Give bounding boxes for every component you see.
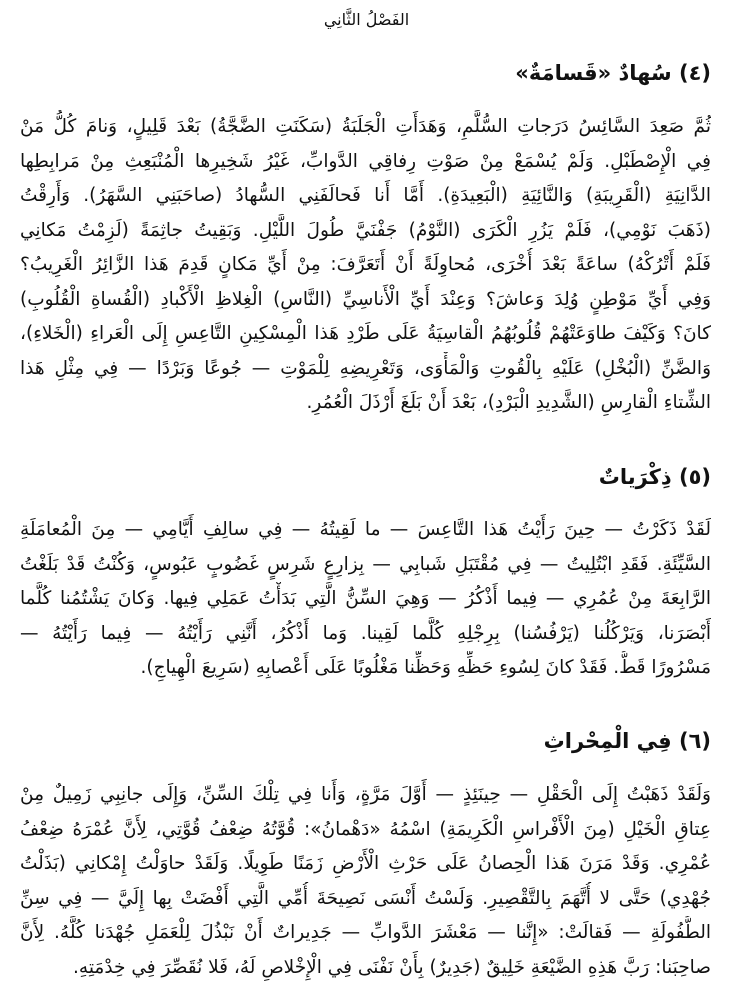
text-line: عِتاقِ الْخَيْلِ (مِنَ الْأَفْراسِ الْكَرِيمَةِ) اسْمُهُ «دَهْمانُ»: قُوَّتُهُ ضِعْفُ قُوَّتِي، لِأَنَّ عُمْرَهُ ضِعْفُ	[20, 818, 711, 840]
text-line: الرَّابِعَةَ مِنْ عُمُرِي — فِيما أَذْكُرُ — وَهِيَ السِّنُّ الَّتِي بَدَأْتُ عَمَلِي فِيها. وَكانَ يَشْتُمُنا كُلَّما	[20, 588, 711, 609]
section-6-heading: (٦) فِي الْمِحْراثِ	[543, 729, 711, 753]
text-line: ثُمَّ صَعِدَ السَّائِسُ دَرَجاتِ السُّلَّمِ، وَهَدَأَتِ الْجَلَبَةُ (سَكَنَتِ الضَّجَّةُ) بَعْدَ قَلِيلٍ، وَنامَ كُلُّ مَنْ	[20, 116, 711, 137]
text-line: مَسْرُورًا قَطُّ. فَقَدْ كانَ لِسُوءِ حَظِّهِ وَحَظِّنا مَغْلُوبًا عَلَى أَعْصابِهِ (سَرِيعَ الْهِياجِ).	[140, 657, 711, 678]
text-line: جُهْدِي) حَتَّى لا أُتَّهَمَ بِالتَّقْصِيرِ. وَلَسْتُ أَنْسَى نَصِيحَةَ أُمِّي الَّتِي أَفْضَتْ بِها إِلَيَّ — فِي سِنِّ	[20, 887, 711, 909]
text-line: وَالضَّنِّ (الْبُخْلِ) عَلَيْهِ بِالْقُوتِ وَالْمَأْوَى، وَتَعْرِيضِهِ لِلْمَوْتِ — جُوعًا وَبَرْدًا — فِي مِثْلِ هَذا	[20, 357, 711, 379]
text-line: الطُّفُولَةِ — فَقالَتْ: «إِنَّنا — مَعْشَرَ الدَّوابِّ — جَدِيراتٌ أَنْ نَبْذُلَ لِلْعَمَلِ جُهْدَنا كُلَّهُ. لِأَنَّ	[20, 922, 711, 943]
text-line: السَّيِّئَةِ. فَقَدِ ابْتُلِيتُ — فِي مُقْتَبَلِ شَبابِي — بِزارِعٍ شَرِسٍ غَضُوبٍ عَبُوسٍ، وَكُنْتُ قَدْ بَلَغْتُ	[20, 553, 711, 575]
text-line: وَلَقَدْ ذَهَبْتُ إِلَى الْحَقْلِ — حِينَئِذٍ — أَوَّلَ مَرَّةٍ، وَأَنا فِي تِلْكَ السِّنِّ، وَإِلَى جانِبِي زَمِيلٌ مِنْ	[20, 784, 711, 805]
text-line: أَبْصَرَنا، وَيَرْكُلُنا (يَرْفُسُنا) بِرِجْلِهِ كُلَّما لَقِينا. وَما أَذْكُرُ، أَنَّنِي رَأَيْتُهُ — فِيما رَأَيْتُهُ —	[20, 622, 711, 644]
section-4-body	[20, 110, 711, 421]
text-line: الشِّتاءِ الْقارِسِ (الشَّدِيدِ الْبَرْدِ)، بَعْدَ أَنْ بَلَغَ أَرْذَلَ الْعُمُرِ.	[306, 392, 711, 413]
text-line: فِي الْإِصْطَبْلِ. وَلَمْ يُسْمَعْ مِنْ صَوْتِ رِفاقِي الدَّوابِّ، غَيْرُ شَخِيرِها الْمُنْبَعِثِ مِنْ مَرابِطِها	[20, 150, 711, 172]
text-line: صاحِبَنا: رَبَّ هَذِهِ الضَّيْعَةِ خَلِيقٌ (جَدِيرٌ) بِأَنْ نَفْنَى فِي الْإِخْلاصِ لَهُ، فَلا نُقَصِّرَ فِي خِدْمَتِهِ.	[73, 956, 711, 978]
section-5-body	[20, 513, 711, 686]
text-line: لَقَدْ ذَكَرْتُ — حِينَ رَأَيْتُ هَذا التَّاعِسَ — ما لَقِيتُهُ — فِي سالِفِ أَيَّامِي — مِنَ الْمُعامَلَةِ	[20, 519, 711, 540]
text-line: (ذَهَبَ نَوْمِي)، فَلَمْ يَزُرِ الْكَرَى (النَّوْمُ) جَفْنَيَّ طُولَ اللَّيْلِ. وَبَقِيتُ جاثِمَةً (لَزِمْتُ مَكانِي	[20, 219, 711, 241]
section-6-body	[20, 778, 711, 985]
text-line: عُمْرِي. وَقَدْ مَرَنَ هَذا الْحِصانُ عَلَى حَرْثِ الْأَرْضِ زَمَنًا طَوِيلًا. وَلَقَدْ حاوَلْتُ إِمْكانِي (بَذَلْتُ	[20, 853, 711, 874]
text-line: فَلَمْ أَتْرُكْهُ) ساعَةً بَعْدَ أُخْرَى، مُحاوِلَةً أَنْ أَتَعَرَّفَ: مِنْ أَيِّ مَكانٍ قَدِمَ هَذا الزَّائِرُ الْغَرِيبُ؟	[20, 254, 711, 275]
chapter-header: الفَصْلُ الثَّانِي	[323, 10, 410, 29]
section-5-heading: (٥) ذِكْرَياتٌ	[598, 465, 711, 489]
text-line: كانَ؟ وَكَيْفَ طاوَعَتْهُمْ قُلُوبُهُمُ الْقاسِيَةُ عَلَى طَرْدِ هَذا الْمِسْكِينِ التَّاعِسِ إِلَى الْعَراءِ (الْخَلاءِ)،	[20, 323, 711, 344]
text-line: وَفِي أَيِّ مَوْطِنٍ وُلِدَ وَعاشَ؟ وَعِنْدَ أَيِّ الْأَناسِيِّ (النَّاسِ) الْغِلاظِ الْأَكْبادِ (الْقُساةِ الْقُلُوبِ)	[20, 288, 711, 310]
text-line: الدَّانِيَةِ (الْقَرِيبَةِ) وَالنَّائِيَةِ (الْبَعِيدَةِ). أَمَّا أَنا فَحالَفَنِي السُّهادُ (صاحَبَنِي السَّهَرُ). وَأَرِقْتُ	[20, 185, 711, 206]
section-4-heading: (٤) سُهادٌ «قَسامَةٌ»	[515, 61, 711, 85]
